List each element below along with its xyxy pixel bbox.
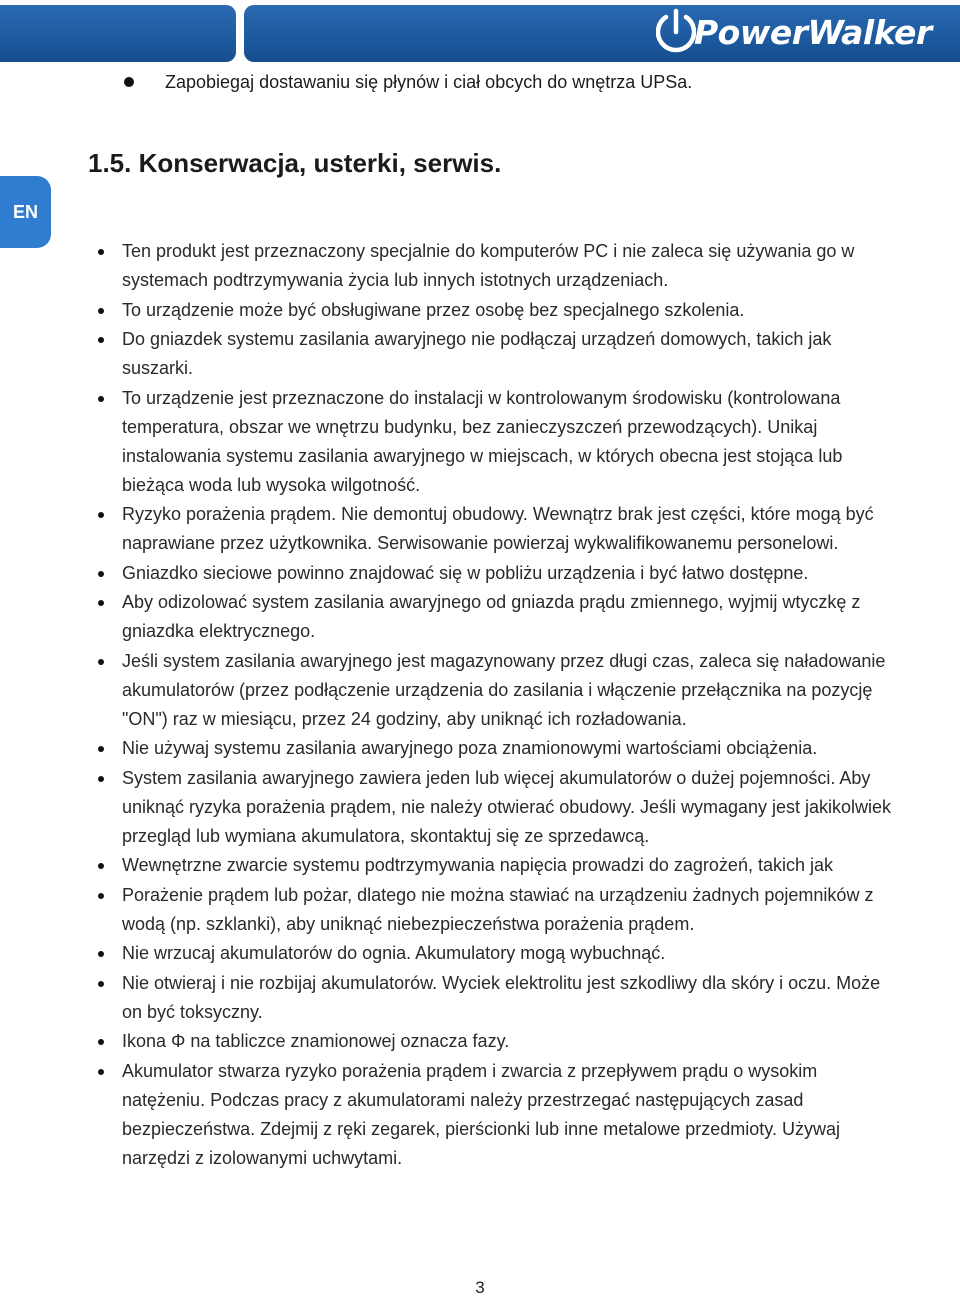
list-item — [96, 881, 896, 939]
list-item — [96, 559, 896, 588]
bullet-dot-icon — [98, 308, 104, 314]
language-tab-label: EN — [12, 201, 38, 222]
section-title: 1.5. Konserwacja, usterki, serwis. — [88, 148, 502, 178]
list-item — [96, 1027, 896, 1056]
bullet-dot-icon — [98, 746, 104, 752]
list-item-text: Ikona Φ na tabliczce znamionowej oznacza fazy. — [122, 1031, 510, 1051]
list-item-text: Porażenie prądem lub pożar, dlatego nie można stawiać na urządzeniu żadnych pojemników z wodą (np. szklanki), aby uniknąć niebezpieczeństwa porażenia prądem. — [122, 884, 874, 934]
list-item-text: Ryzyko porażenia prądem. Nie demontuj obudowy. Wewnątrz brak jest części, które mogą być naprawiane przez użytkownika. Serwisowanie powierzaj wykwalifikowanemu personelowi. — [122, 504, 874, 553]
list-item-text: Ten produkt jest przeznaczony specjalnie do komputerów PC i nie zaleca się używania go w systemach podtrzymywania życia lub innych istotnych urządzeniach. — [122, 241, 855, 290]
list-item — [96, 237, 896, 295]
brand-name: PowerWalker — [694, 13, 932, 52]
list-item-text: To urządzenie może być obsługiwane przez osobę bez specjalnego szkolenia. — [122, 299, 745, 320]
list-item-text: To urządzenie jest przeznaczone do instalacji w kontrolowanym środowisku (kontrolowana temperatura, obszar we wnętrzu budynku, bez zanieczyszczeń przewodzących). Unikaj instalowania systemu zasilania awaryjnego w miejscach, w których obecna jest stojąca lub bieżąca woda lub wysoka wilgotność. — [122, 387, 843, 495]
list-item-text: Nie wrzucaj akumulatorów do ognia. Akumulatory mogą wybuchnąć. — [122, 943, 666, 963]
list-item — [96, 851, 896, 880]
bullet-dot-icon — [98, 571, 104, 577]
list-item-text: Nie otwieraj i nie rozbijaj akumulatorów. Wyciek elektrolitu jest szkodliwy dla skóry i oczu. Może on być toksyczny. — [122, 972, 881, 1022]
list-item-text: Wewnętrzne zwarcie systemu podtrzymywania napięcia prowadzi do zagrożeń, takich jak — [122, 855, 833, 875]
bullet-dot-icon — [98, 1039, 104, 1045]
bullet-dot-icon — [98, 512, 104, 518]
bullet-dot-icon — [98, 337, 104, 343]
list-item-text: Nie używaj systemu zasilania awaryjnego poza znamionowymi wartościami obciążenia. — [122, 738, 818, 758]
list-item — [96, 296, 896, 325]
list-item — [96, 939, 896, 968]
bullet-dot-icon — [98, 981, 104, 987]
list-item — [96, 969, 896, 1027]
list-item-text: Aby odizolować system zasilania awaryjnego od gniazda prądu zmiennego, wyjmij wtyczkę z gniazdka elektrycznego. — [122, 592, 861, 641]
list-item — [96, 764, 896, 851]
bullet-dot-icon — [98, 396, 104, 402]
list-item-text: Do gniazdek systemu zasilania awaryjnego nie podłączaj urządzeń domowych, takich jak suszarki. — [122, 329, 832, 378]
power-icon — [656, 8, 696, 58]
list-item — [96, 500, 896, 558]
page-number: 3 — [475, 1278, 485, 1297]
header-band-left — [0, 5, 236, 62]
bullet-dot-icon — [98, 776, 104, 782]
list-item — [96, 588, 896, 646]
list-item-text: Akumulator stwarza ryzyko porażenia prądem i zwarcia z przepływem prądu o wysokim natężeniu. Podczas pracy z akumulatorami należy przestrzegać następujących zasad bezpieczeństwa. Zdejmij z ręki zegarek, pierścionki lub inne metalowe przedmioty. Używaj narzędzi z izolowanymi uchwytami. — [122, 1060, 840, 1168]
list-item — [96, 1057, 896, 1173]
language-tab — [0, 176, 51, 248]
bullet-dot-icon — [98, 893, 104, 899]
bullet-dot-icon — [98, 863, 104, 869]
bullet-dot-icon — [98, 249, 104, 255]
bullet-dot-icon — [98, 659, 104, 665]
bullet-dot-icon — [98, 600, 104, 606]
list-item — [96, 384, 896, 500]
list-item — [96, 647, 896, 734]
list-item-text: Gniazdko sieciowe powinno znajdować się w pobliżu urządzenia i być łatwo dostępne. — [122, 562, 809, 583]
list-item-text: Jeśli system zasilania awaryjnego jest magazynowany przez długi czas, zaleca się naładowanie akumulatorów (przez podłączenie urządzenia do zasilania i włączenie przełącznika na pozycję "ON") raz w miesiącu, przez 24 godziny, aby uniknąć ich rozładowania. — [122, 650, 886, 729]
safety-bullet-list — [96, 237, 896, 1173]
bullet-dot-icon — [98, 951, 104, 957]
brand-logo — [656, 8, 956, 58]
list-item — [96, 325, 896, 383]
bullet-dot-icon — [124, 77, 134, 87]
bullet-dot-icon — [98, 1069, 104, 1075]
intro-bullet-text: Zapobiegaj dostawaniu się płynów i ciał obcych do wnętrza UPSa. — [165, 72, 693, 92]
list-item-text: System zasilania awaryjnego zawiera jeden lub więcej akumulatorów o dużej pojemności. Aby uniknąć ryzyka porażenia prądem, nie należy otwierać obudowy. Jeśli wymagany jest jakikolwiek przegląd lub wymiana akumulatora, skontaktuj się ze sprzedawcą. — [122, 767, 892, 846]
list-item — [96, 734, 896, 763]
